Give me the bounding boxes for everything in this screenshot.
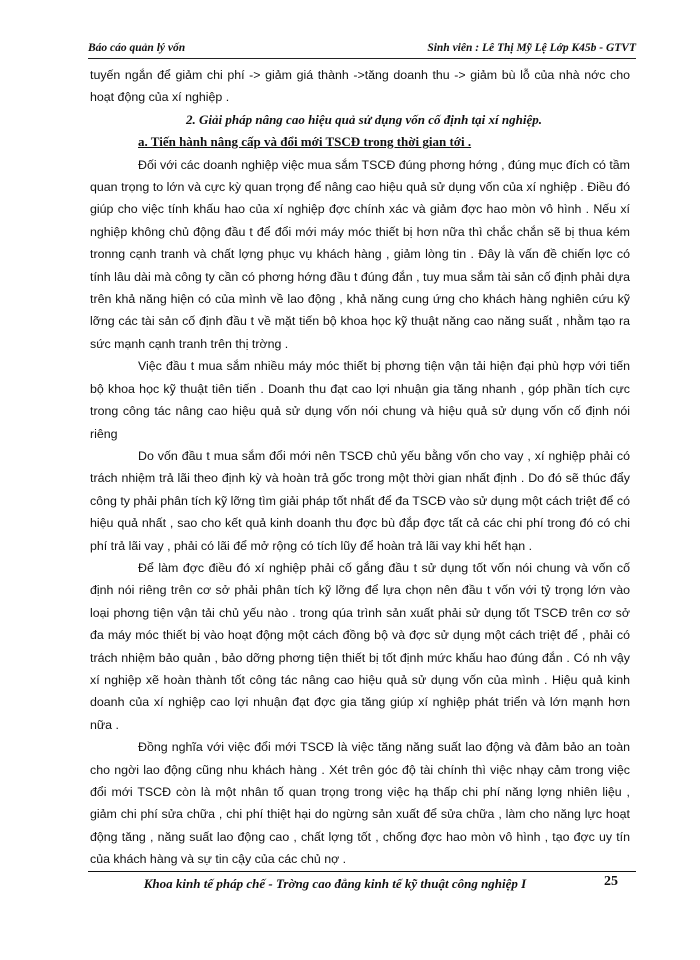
section-title: 2. Giải pháp nâng cao hiệu quả sử dụng vốn cố định tại xí nghiệp. [186,111,542,127]
paragraph-1: Đối với các doanh nghiệp việc mua sắm TSCĐ đúng phơng hớng , đúng mục đích có tầm quan trọng to lớn và cực kỳ quan trọng để nâng cao hiệu quả sử dụng vốn của xí nghiệp . Điều đó giúp cho việc tính khấu hao của xí nghiệp đợc chính xác và giảm đợc hao mòn vô hình . Nếu xí nghiệp không chủ động đầu t để đổi mới máy móc thiết bị hơn nữa thì chắc chắn sẽ bị thua kém tronng cạnh tranh và chất lợng phục vụ khách hàng , giảm lòng tin . Đây là vấn đề chiến lợc có tính lâu dài mà công ty cần có phơng hớng đầu t đúng đắn , tuy mua sắm tài sản cố định phải dựa trên khả năng hiện có của mình về lao động , khả năng cung ứng cho khách hàng nghiên cứu kỹ lỡng các tài sản cố định đầu t về mặt tiến bộ khoa học kỹ thuật năng cao năng suất , nhằm tạo ra sức mạnh cạnh tranh trên thị trờng . [90,157,630,351]
header-student-info: Sinh viên : Lê Thị Mỹ Lệ Lớp K45b - GTVT [427,42,636,54]
header-report-title: Báo cáo quản lý vốn [88,42,186,54]
page-footer: Khoa kinh tế pháp chế - Trờng cao đẳng kinh tế kỹ thuật công nghiệp I [143,876,527,891]
paragraph-3: Do vốn đầu t mua sắm đổi mới nên TSCĐ chủ yếu bằng vốn cho vay , xí nghiệp phải có trách nhiệm trả lãi theo định kỳ và hoàn trả gốc trong một thời gian nhất định . Do đó sẽ thúc đẩy công ty phải phân tích kỹ lỡng tìm giải pháp tốt nhất để đa TSCĐ vào sử dụng một cách triệt để có hiệu quả nhất , sao cho kết quả kinh doanh thu đợc bù đắp đợc tất cả các chi phí trong đó có chi phí trả lãi vay , phải có lãi để mở rộng có tích lũy để hoàn trả lãi vay khi hết hạn . [90,448,630,553]
paragraph-2: Việc đầu t mua sắm nhiều máy móc thiết bị phơng tiện vận tải hiện đại phù hợp với tiến bộ khoa học kỹ thuật tiên tiến . Doanh thu đạt cao lợi nhuận gia tăng nhanh , góp phần tích cực trong công tác nâng cao hiệu quả sử dụng vốn nói chung và hiệu quả sử dụng vốn cố định nói riêng [90,359,630,441]
paragraph-5: Đồng nghĩa với việc đổi mới TSCĐ là việc tăng năng suất lao động và đảm bảo an toàn cho ngời lao động cũng nhu khách hàng . Xét trên góc độ tài chính thì việc nhạy cảm trong việc đổi mới TSCĐ còn là một nhân tố quan trọng trong việc hạ thấp chi phí năng lợng nhiên liệu , giảm chi phí sửa chữa , chi phí thiệt hại do ngừng sản xuất để sửa chữa , làm cho năng lực hoạt động tăng , năng suất lao động cao , chất lợng tốt , chống đợc hao mòn vô hình , tạo đợc uy tín của khách hàng và sự tin cậy của các chủ nợ . [90,740,630,867]
paragraph-4: Để làm đợc điều đó xí nghiệp phải cố gắng đầu t sử dụng tốt vốn nói chung và vốn cố định nói riêng trên cơ sở phải phân tích kỹ lỡng để lựa chọn nên đầu t vốn với tỷ trọng lớn vào loại phơng tiện vận tải chủ yếu nào . trong qúa trình sản xuất phải sử dụng tốt TSCĐ trên cơ sở đa máy móc thiết bị vào hoạt động một cách đồng bộ và đợc sử dụng một cách triệt để , phải có trách nhiệm bảo quản , bảo dỡng phơng tiện thiết bị tốt định mức khấu hao đúng đắn . Có nh vậy xí nghiệp xẽ hoàn thành tốt công tác nâng cao hiệu quả sử dụng vốn của mình . Hiệu quả kinh doanh của xí nghiệp cao lợi nhuận đạt đợc gia tăng giúp xí nghiệp phát triển và lớn mạnh hơn nữa . [90,560,630,732]
page-number: 25 [604,874,618,889]
paragraph-intro: tuyến ngắn để giảm chi phí -> giảm giá thành ->tăng doanh thu -> giảm bù lỗ của nhà nớc cho hoạt động của xí nghiệp . [90,68,630,105]
document-body [90,64,630,871]
subsection-title: a. Tiến hành nâng cấp và đổi mới TSCĐ trong thời gian tới . [138,134,472,150]
page-header [88,42,636,58]
footer-rule [88,871,636,872]
header-rule [88,58,636,59]
